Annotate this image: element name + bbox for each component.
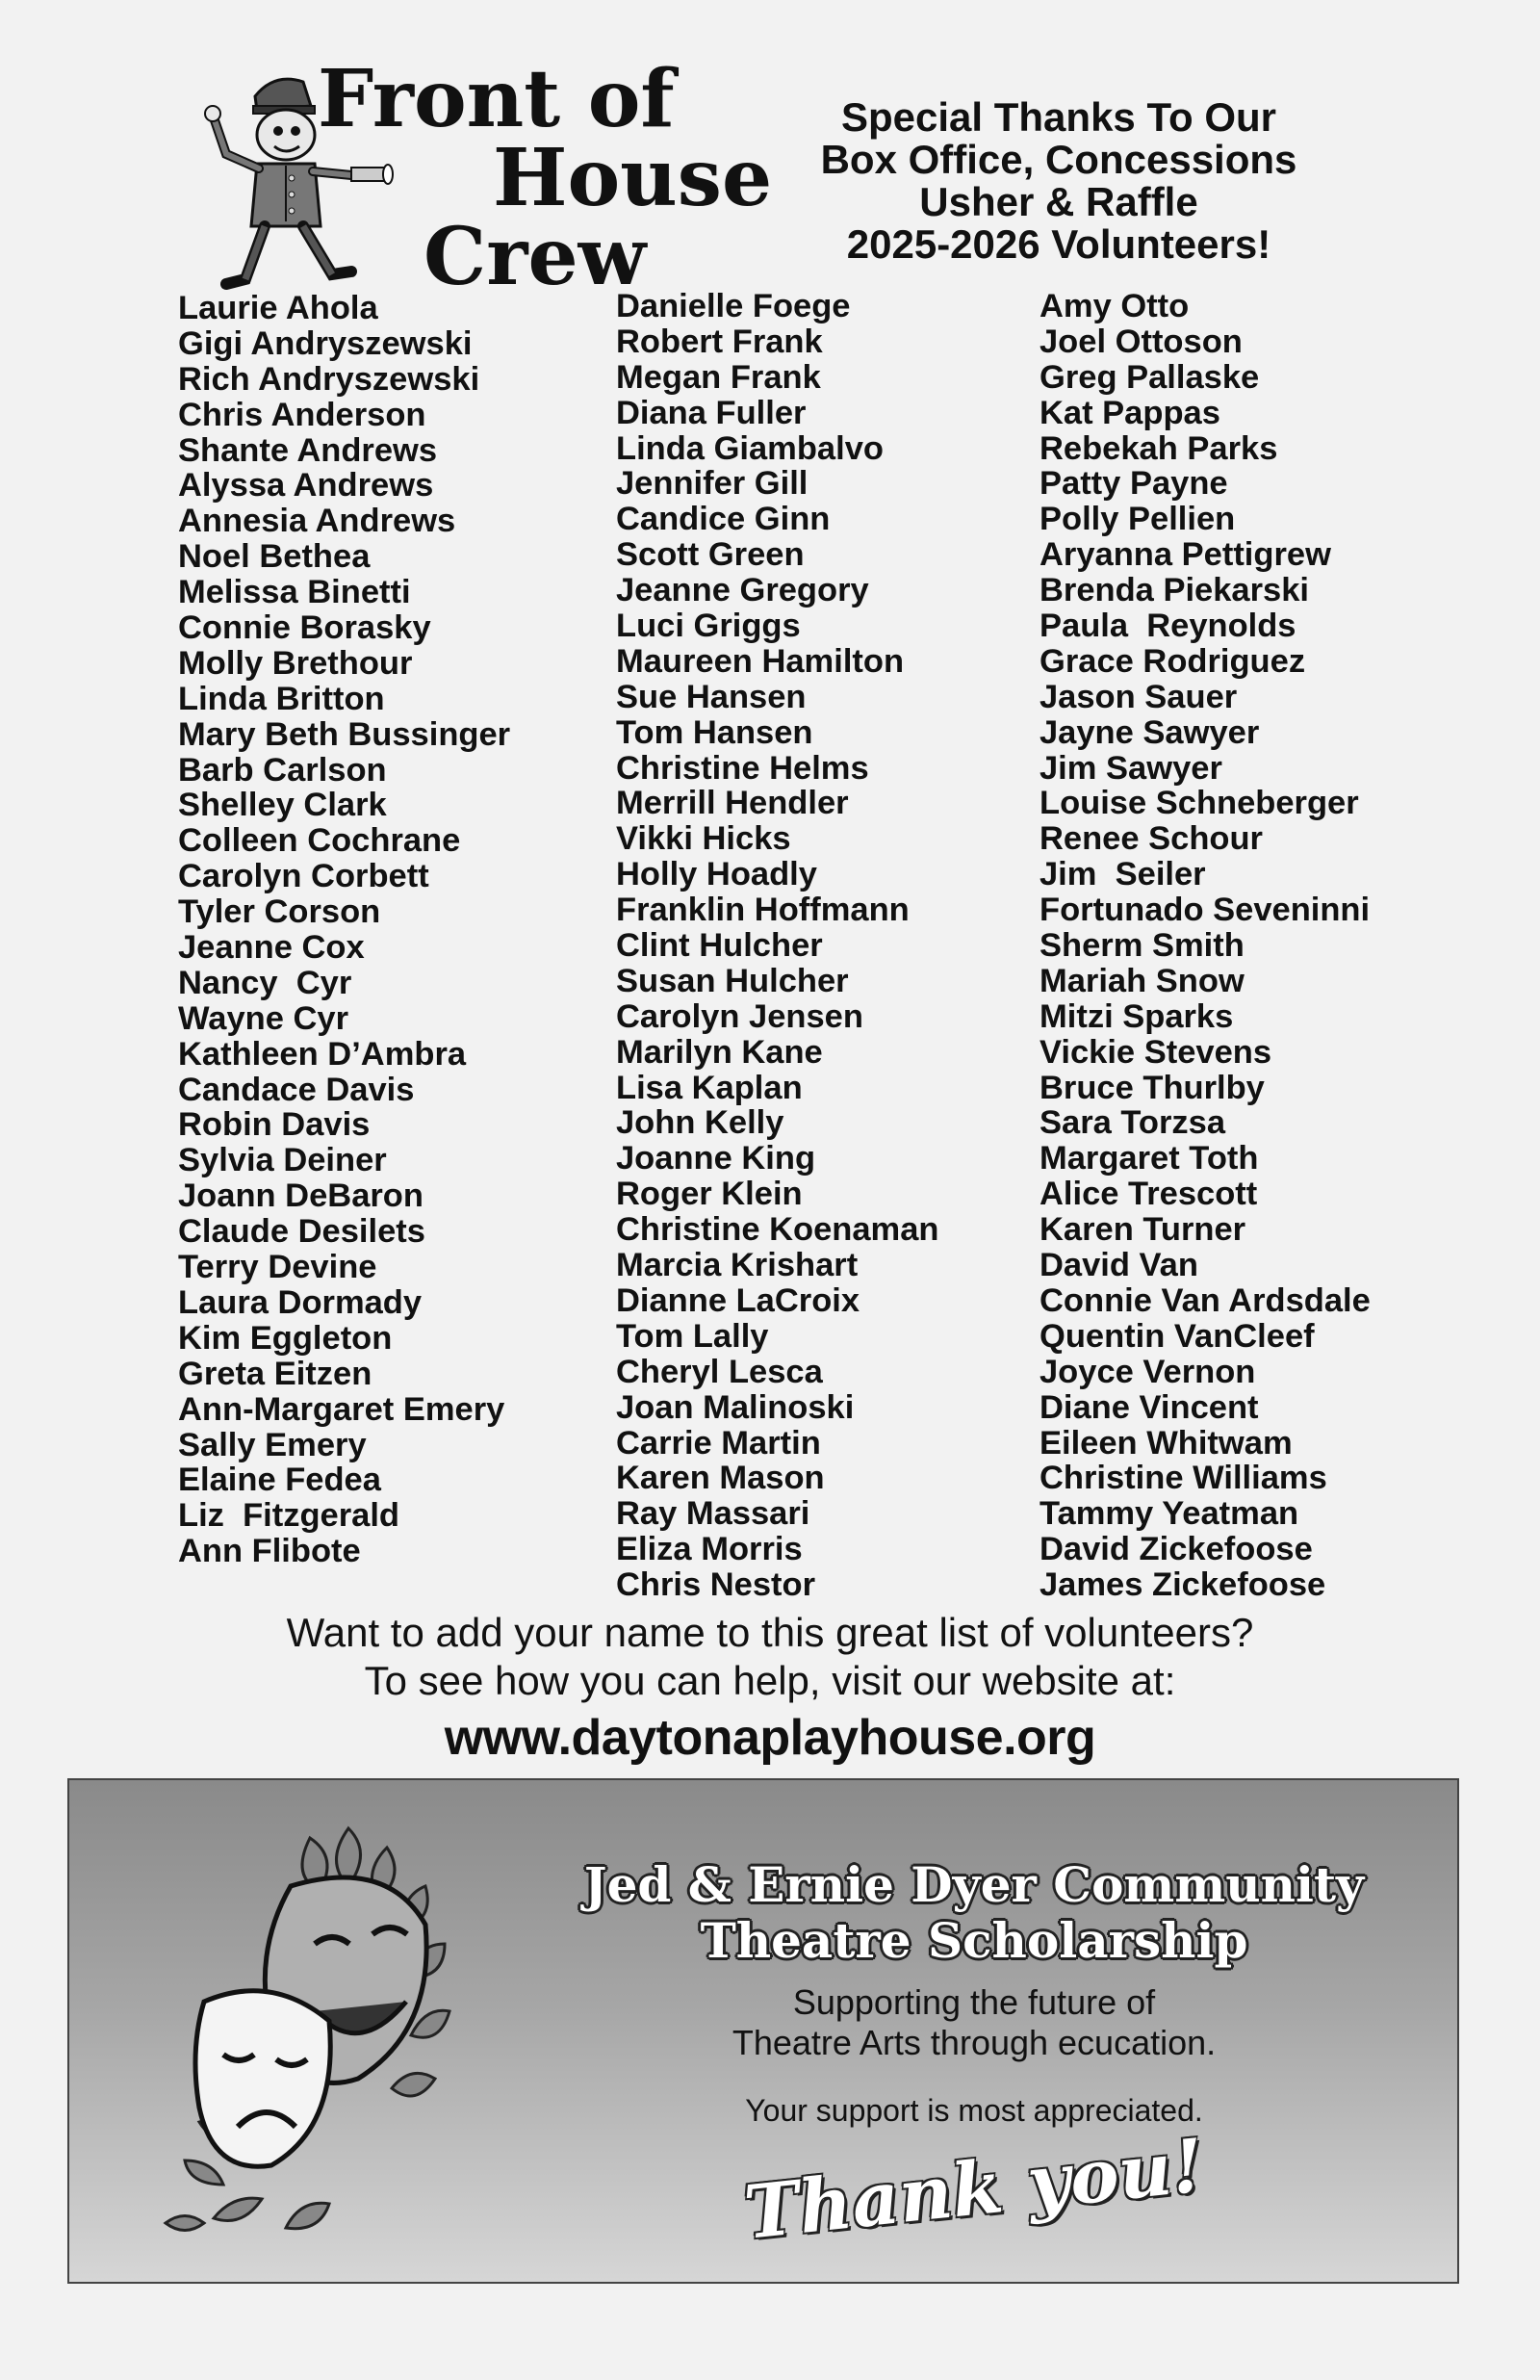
volunteer-name: Kat Pappas bbox=[1040, 394, 1220, 431]
volunteer-name: Sally Emery bbox=[178, 1426, 367, 1463]
volunteer-name: Carolyn Corbett bbox=[178, 858, 429, 895]
scholarship-title-line-2: Theatre Scholarship bbox=[700, 1912, 1248, 1969]
volunteer-name: Carrie Martin bbox=[616, 1424, 821, 1462]
special-thanks-heading bbox=[780, 96, 1338, 266]
volunteer-column-3 bbox=[1040, 289, 1371, 1603]
volunteer-name: Robert Frank bbox=[616, 323, 823, 360]
volunteer-name: Wayne Cyr bbox=[178, 999, 349, 1037]
volunteer-name: Polly Pellien bbox=[1040, 501, 1236, 538]
volunteer-name: Rebekah Parks bbox=[1040, 429, 1278, 467]
volunteer-name: Carolyn Jensen bbox=[616, 997, 863, 1035]
volunteer-name: Melissa Binetti bbox=[178, 574, 411, 611]
volunteer-name: Clint Hulcher bbox=[616, 927, 823, 965]
volunteer-name: Shante Andrews bbox=[178, 431, 438, 469]
crew-title-line-1: Front of bbox=[318, 53, 675, 145]
volunteer-name: Roger Klein bbox=[616, 1176, 803, 1213]
volunteer-name: Jim Sawyer bbox=[1040, 749, 1222, 787]
thanks-line-2: Box Office, Concessions bbox=[820, 137, 1297, 182]
volunteer-name: Fortunado Seveninni bbox=[1040, 892, 1371, 929]
volunteer-name: Sylvia Deiner bbox=[178, 1142, 387, 1179]
volunteer-name: Megan Frank bbox=[616, 358, 821, 396]
volunteer-name: Brenda Piekarski bbox=[1040, 572, 1309, 609]
volunteer-name: Jennifer Gill bbox=[616, 465, 808, 503]
scholarship-banner bbox=[67, 1778, 1459, 2284]
volunteer-name: Noel Bethea bbox=[178, 538, 371, 576]
thanks-line-3: Usher & Raffle bbox=[919, 179, 1198, 224]
volunteer-name: Aryanna Pettigrew bbox=[1040, 536, 1331, 574]
crew-title-line-3: Crew bbox=[424, 211, 647, 303]
volunteer-name: Cheryl Lesca bbox=[616, 1353, 823, 1390]
volunteer-name: Mitzi Sparks bbox=[1040, 997, 1234, 1035]
volunteer-name: Kathleen D’Ambra bbox=[178, 1035, 467, 1073]
crew-title-line-2: House bbox=[493, 132, 773, 224]
volunteer-name: Amy Otto bbox=[1040, 288, 1190, 324]
volunteer-name: Rich Andryszewski bbox=[178, 360, 480, 398]
volunteer-name: Gigi Andryszewski bbox=[178, 324, 473, 362]
volunteer-name: Paula Reynolds bbox=[1040, 608, 1296, 645]
volunteer-name: Tom Lally bbox=[616, 1317, 769, 1355]
volunteer-name: Franklin Hoffmann bbox=[616, 892, 910, 929]
volunteer-name: Karen Mason bbox=[616, 1460, 825, 1497]
volunteer-name: Sue Hansen bbox=[616, 678, 807, 715]
scholarship-title bbox=[493, 1857, 1455, 1969]
volunteer-name: Joan Malinoski bbox=[616, 1388, 855, 1426]
volunteer-name: Merrill Hendler bbox=[616, 785, 849, 822]
theatre-masks-icon bbox=[146, 1819, 512, 2242]
volunteer-name: Lisa Kaplan bbox=[616, 1069, 803, 1106]
scholarship-subtitle-line-2: Theatre Arts through ecucation. bbox=[732, 2023, 1217, 2062]
volunteer-name: Candice Ginn bbox=[616, 501, 831, 538]
volunteer-name: Diana Fuller bbox=[616, 394, 807, 431]
cta-instruction: To see how you can help, visit our website at: bbox=[364, 1658, 1176, 1703]
volunteer-name: Molly Brethour bbox=[178, 644, 413, 682]
volunteer-name: Bruce Thurlby bbox=[1040, 1069, 1265, 1106]
volunteer-name: Joyce Vernon bbox=[1040, 1353, 1256, 1390]
volunteer-name: Alice Trescott bbox=[1040, 1176, 1258, 1213]
volunteer-name: Diane Vincent bbox=[1040, 1388, 1259, 1426]
volunteer-name: Tammy Yeatman bbox=[1040, 1495, 1299, 1533]
volunteer-name: David Van bbox=[1040, 1247, 1198, 1284]
volunteer-name: Holly Hoadly bbox=[616, 856, 817, 893]
volunteer-name: Scott Green bbox=[616, 536, 805, 574]
volunteer-name: Ann Flibote bbox=[178, 1533, 361, 1570]
volunteer-name: Dianne LaCroix bbox=[616, 1281, 860, 1319]
volunteer-name: Jason Sauer bbox=[1040, 678, 1238, 715]
thanks-line-1: Special Thanks To Our bbox=[841, 94, 1276, 140]
volunteer-name: Alyssa Andrews bbox=[178, 467, 434, 504]
volunteer-name: Greg Pallaske bbox=[1040, 358, 1260, 396]
volunteer-name: Joann DeBaron bbox=[178, 1177, 424, 1215]
volunteer-name: Linda Britton bbox=[178, 680, 385, 717]
volunteer-name: Grace Rodriguez bbox=[1040, 642, 1306, 680]
volunteer-name: Marilyn Kane bbox=[616, 1033, 823, 1071]
volunteer-name: Maureen Hamilton bbox=[616, 642, 905, 680]
volunteer-name: Candace Davis bbox=[178, 1071, 415, 1108]
volunteer-name: Laurie Ahola bbox=[178, 290, 378, 326]
volunteer-name: Ann-Margaret Emery bbox=[178, 1390, 505, 1428]
scholarship-subtitle-line-1: Supporting the future of bbox=[792, 1982, 1156, 2022]
scholarship-subtitle bbox=[493, 1982, 1455, 2063]
volunteer-column-1 bbox=[178, 291, 510, 1569]
cta-question: Want to add your name to this great list of volunteers? bbox=[286, 1610, 1254, 1655]
volunteer-name: Colleen Cochrane bbox=[178, 822, 461, 860]
scholarship-title-line-1: Jed & Ernie Dyer Community bbox=[583, 1856, 1365, 1913]
website-url[interactable]: www.daytonaplayhouse.org bbox=[444, 1710, 1096, 1766]
volunteer-name: Karen Turner bbox=[1040, 1211, 1246, 1249]
volunteer-name: Greta Eitzen bbox=[178, 1355, 372, 1392]
support-text: Your support is most appreciated. bbox=[745, 2093, 1203, 2128]
volunteer-name: Margaret Toth bbox=[1040, 1140, 1259, 1177]
volunteer-name: Robin Davis bbox=[178, 1106, 371, 1144]
volunteer-name: Joanne King bbox=[616, 1140, 816, 1177]
volunteer-name: Luci Griggs bbox=[616, 608, 801, 645]
volunteer-column-2 bbox=[616, 289, 938, 1603]
volunteer-name: Christine Koenaman bbox=[616, 1211, 939, 1249]
volunteer-name: Renee Schour bbox=[1040, 820, 1263, 858]
volunteer-name: Joel Ottoson bbox=[1040, 323, 1243, 360]
volunteer-name: Mariah Snow bbox=[1040, 962, 1245, 999]
volunteer-name: Christine Helms bbox=[616, 749, 869, 787]
volunteer-name: Barb Carlson bbox=[178, 751, 387, 789]
volunteer-name: Vickie Stevens bbox=[1040, 1033, 1272, 1071]
thanks-line-4: 2025-2026 Volunteers! bbox=[846, 221, 1271, 267]
volunteer-name: Chris Nestor bbox=[616, 1566, 816, 1604]
volunteer-name: Jayne Sawyer bbox=[1040, 713, 1260, 751]
volunteer-name: Shelley Clark bbox=[178, 787, 387, 824]
volunteer-name: Sara Torzsa bbox=[1040, 1104, 1226, 1142]
volunteer-name: Chris Anderson bbox=[178, 396, 426, 433]
volunteer-name: Vikki Hicks bbox=[616, 820, 791, 858]
volunteer-name: James Zickefoose bbox=[1040, 1566, 1326, 1604]
volunteer-name: Jim Seiler bbox=[1040, 856, 1206, 893]
volunteer-name: Patty Payne bbox=[1040, 465, 1228, 503]
volunteer-name: Eileen Whitwam bbox=[1040, 1424, 1293, 1462]
volunteer-name: Connie Borasky bbox=[178, 609, 431, 647]
volunteer-name: Louise Schneberger bbox=[1040, 785, 1359, 822]
volunteer-name: Annesia Andrews bbox=[178, 503, 456, 540]
volunteer-name: Claude Desilets bbox=[178, 1213, 425, 1251]
volunteer-name: Liz Fitzgerald bbox=[178, 1497, 400, 1535]
volunteer-name: Sherm Smith bbox=[1040, 927, 1245, 965]
volunteer-name: Tyler Corson bbox=[178, 893, 381, 931]
volunteer-name: Susan Hulcher bbox=[616, 962, 849, 999]
volunteer-name: Kim Eggleton bbox=[178, 1319, 393, 1357]
volunteer-name: Mary Beth Bussinger bbox=[178, 715, 511, 753]
volunteer-name: Elaine Fedea bbox=[178, 1462, 381, 1499]
volunteer-name: Jeanne Gregory bbox=[616, 572, 869, 609]
thank-you-script: Thank you! bbox=[740, 2122, 1208, 2256]
volunteer-name: Ray Massari bbox=[616, 1495, 810, 1533]
volunteer-name: Connie Van Ardsdale bbox=[1040, 1281, 1371, 1319]
volunteer-name: Jeanne Cox bbox=[178, 929, 365, 967]
volunteer-name: Tom Hansen bbox=[616, 713, 813, 751]
volunteer-name: Quentin VanCleef bbox=[1040, 1317, 1315, 1355]
volunteer-name: Eliza Morris bbox=[616, 1531, 803, 1568]
volunteer-name: Linda Giambalvo bbox=[616, 429, 884, 467]
volunteer-name: Danielle Foege bbox=[616, 288, 851, 324]
volunteer-name: John Kelly bbox=[616, 1104, 784, 1142]
volunteer-name: Nancy Cyr bbox=[178, 964, 352, 1001]
volunteer-name: Laura Dormady bbox=[178, 1283, 423, 1321]
volunteer-name: Christine Williams bbox=[1040, 1460, 1327, 1497]
volunteer-name: Terry Devine bbox=[178, 1249, 377, 1286]
volunteer-name: Marcia Krishart bbox=[616, 1247, 859, 1284]
volunteer-name: David Zickefoose bbox=[1040, 1531, 1313, 1568]
